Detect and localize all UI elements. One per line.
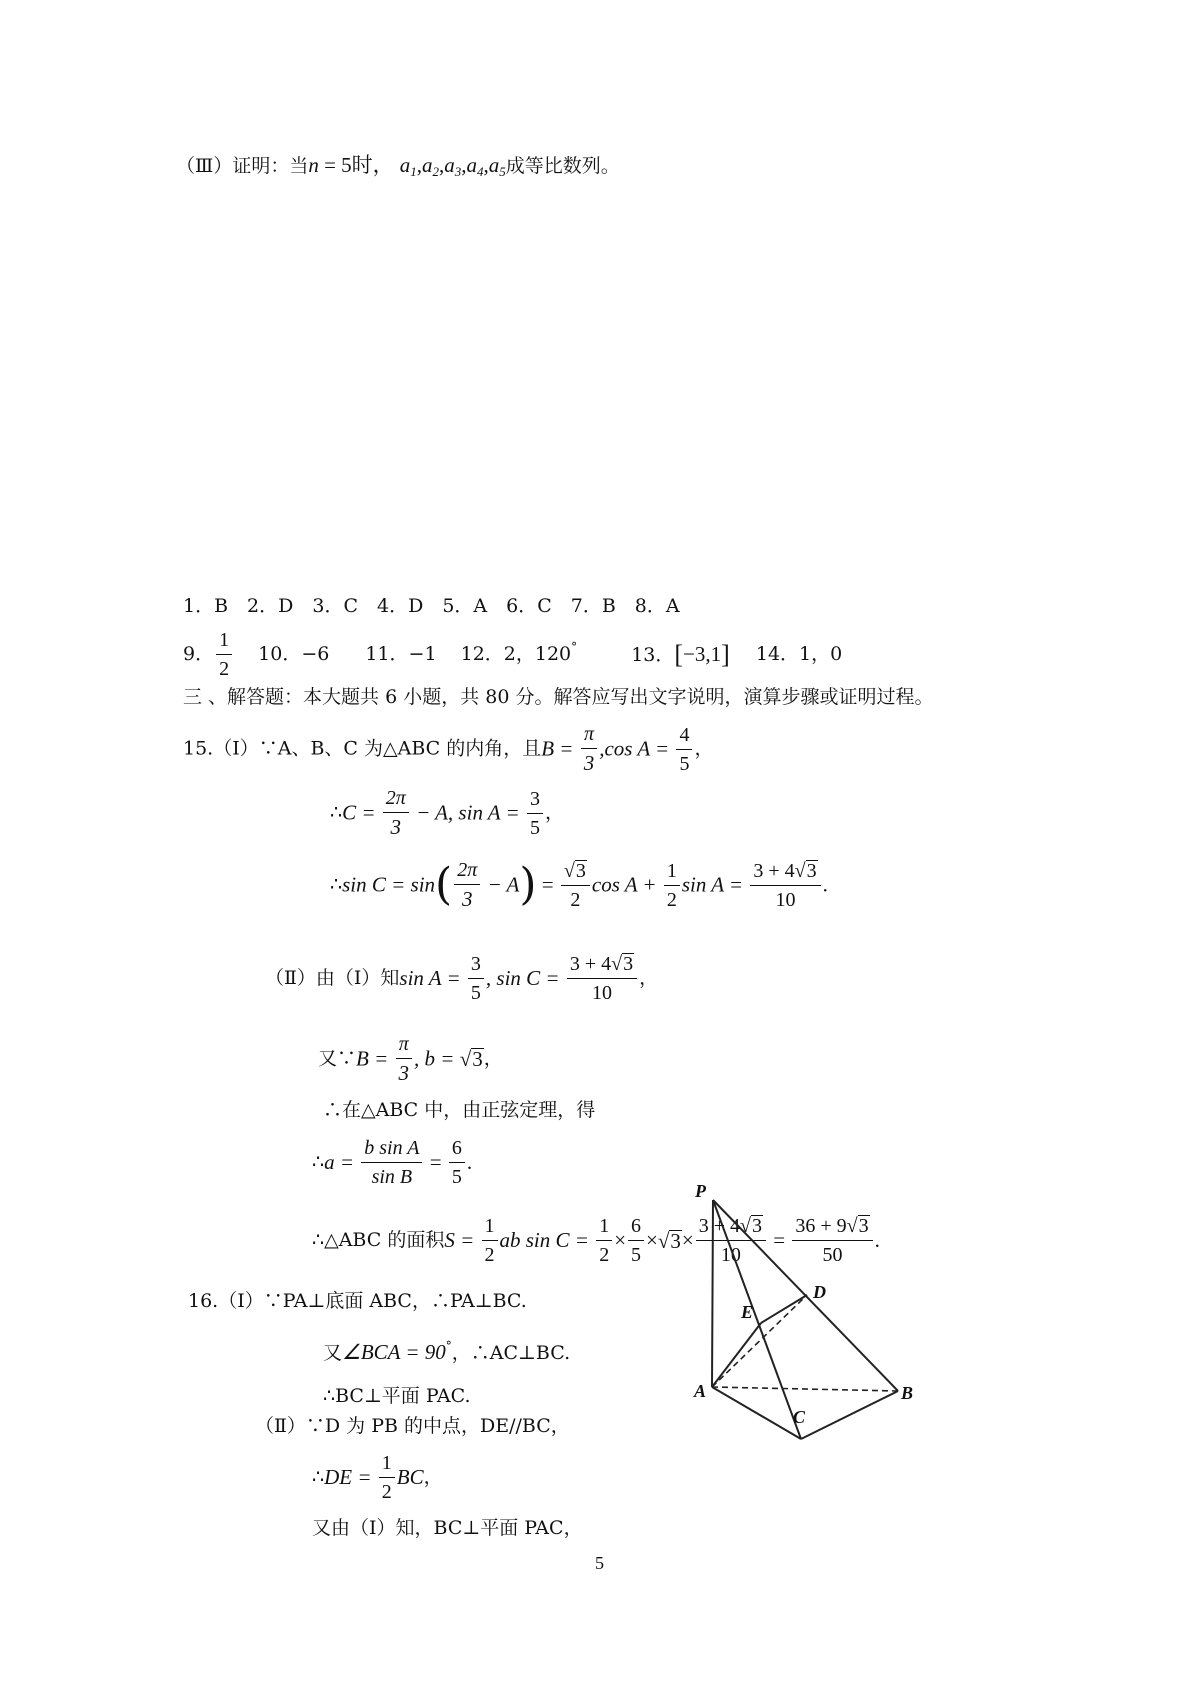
section3-header: 三 、解答题：本大题共 6 小题，共 80 分。解答应写出文字说明，演算步骤或证明过程。 [183, 686, 934, 708]
seq-a1: $a_1$ [399, 153, 417, 179]
q11: 11．−1 [365, 643, 437, 665]
edge-PA [712, 1200, 713, 1387]
q16-line4: （Ⅱ）∵D 为 PB 的中点，DE//BC， [255, 1415, 570, 1437]
label-P: P [695, 1181, 706, 1201]
label-E: E [741, 1302, 754, 1322]
q15-line5: 又∵B = $\frac{\pi}{3}$ , b = √3， [318, 1033, 503, 1085]
q9-label: 9． [183, 643, 215, 665]
edge-AC [712, 1387, 801, 1439]
label-B: B [901, 1383, 914, 1403]
q16-line2: 又∠BCA = 90°，∴AC⊥BC. [323, 1339, 571, 1364]
q16-line5: ∴DE = $\frac{1}{2}$ BC， [312, 1452, 443, 1503]
q10: 10．−6 [258, 643, 330, 665]
part3-label: （Ⅲ）证明：当 [176, 155, 309, 177]
q9-fraction: $\frac{1}{2}$ [216, 628, 232, 681]
edge-AB-hidden [712, 1387, 898, 1391]
q16-line3: ∴BC⊥平面 PAC. [323, 1385, 471, 1407]
label-A: A [694, 1381, 707, 1401]
edge-ED [761, 1295, 807, 1323]
edge-AD-hidden [712, 1295, 807, 1387]
label-C: C [793, 1407, 806, 1427]
q15-line2: ∴C = $\frac{2\pi}{3}$ − A, sin A = $\frac{3}{5}$ ， [330, 787, 564, 839]
label-D: D [813, 1282, 826, 1302]
cond-eq: = 5时， [318, 153, 394, 177]
page-number: 5 [595, 1553, 604, 1573]
q16-line1: 16.（Ⅰ）∵PA⊥底面 ABC，∴PA⊥BC. [188, 1290, 527, 1312]
seq-a5: $a_5$ [488, 153, 506, 179]
q15-line8: ∴△ABC 的面积S = $\frac{1}{2}$ ab sin C = $\frac{1}{2}$ × $\frac{6}{5}$ ×√3× $\frac{3 + 4√3}{10}$ = $\frac{36 + 9√3}{50}$ . [312, 1215, 880, 1266]
answers-choice: 1．B 2．D 3．C 4．D 5．A 6．C 7．B 8．A [183, 595, 680, 617]
edge-CB [801, 1391, 898, 1439]
q12: 12．2，120° [460, 640, 578, 665]
q13: 13．[−3,1] [631, 639, 730, 669]
q15-line1: 15.（Ⅰ）∵A、B、C 为△ABC 的内角，且B = $\frac{\pi}{3}$ ,cos A = $\frac{4}{5}$ ， [183, 723, 714, 775]
q16-line6: 又由（Ⅰ）知，BC⊥平面 PAC， [312, 1517, 583, 1539]
part3-proof-line: （Ⅲ）证明：当n = 5时， $a_1,a_2,a_3,a_4,a_5$成等比数列。 [176, 153, 620, 179]
seq-a2: $a_2$ [421, 153, 439, 179]
q15-line3: ∴sin C = sin( $\frac{2\pi}{3}$ − A) = $\frac{√3}{2}$ cos A + $\frac{1}{2}$ sin A = $\frac{3 + 4√3}{10}$ . [330, 859, 828, 911]
q15-line4: （Ⅱ）由（Ⅰ）知sin A = $\frac{3}{5}$ , sin C = $\frac{3 + 4√3}{10}$ ， [265, 953, 659, 1004]
edge-PC [713, 1200, 801, 1439]
seq-a4: $a_4$ [466, 153, 484, 179]
tetrahedron-figure [694, 1175, 980, 1427]
part3-tail: 成等比数列。 [505, 155, 620, 177]
q15-line7: ∴a = $\frac{\text{b sin A}}{\text{sin B}}$ = $\frac{6}{5}$ . [312, 1137, 473, 1188]
cond-var: n [308, 153, 319, 177]
edge-AE [712, 1323, 761, 1387]
seq-a3: $a_3$ [444, 153, 462, 179]
q15-line6: ∴在△ABC 中，由正弦定理，得 [323, 1099, 596, 1121]
q14: 14．1，0 [755, 643, 843, 665]
answers-fill [183, 628, 842, 681]
